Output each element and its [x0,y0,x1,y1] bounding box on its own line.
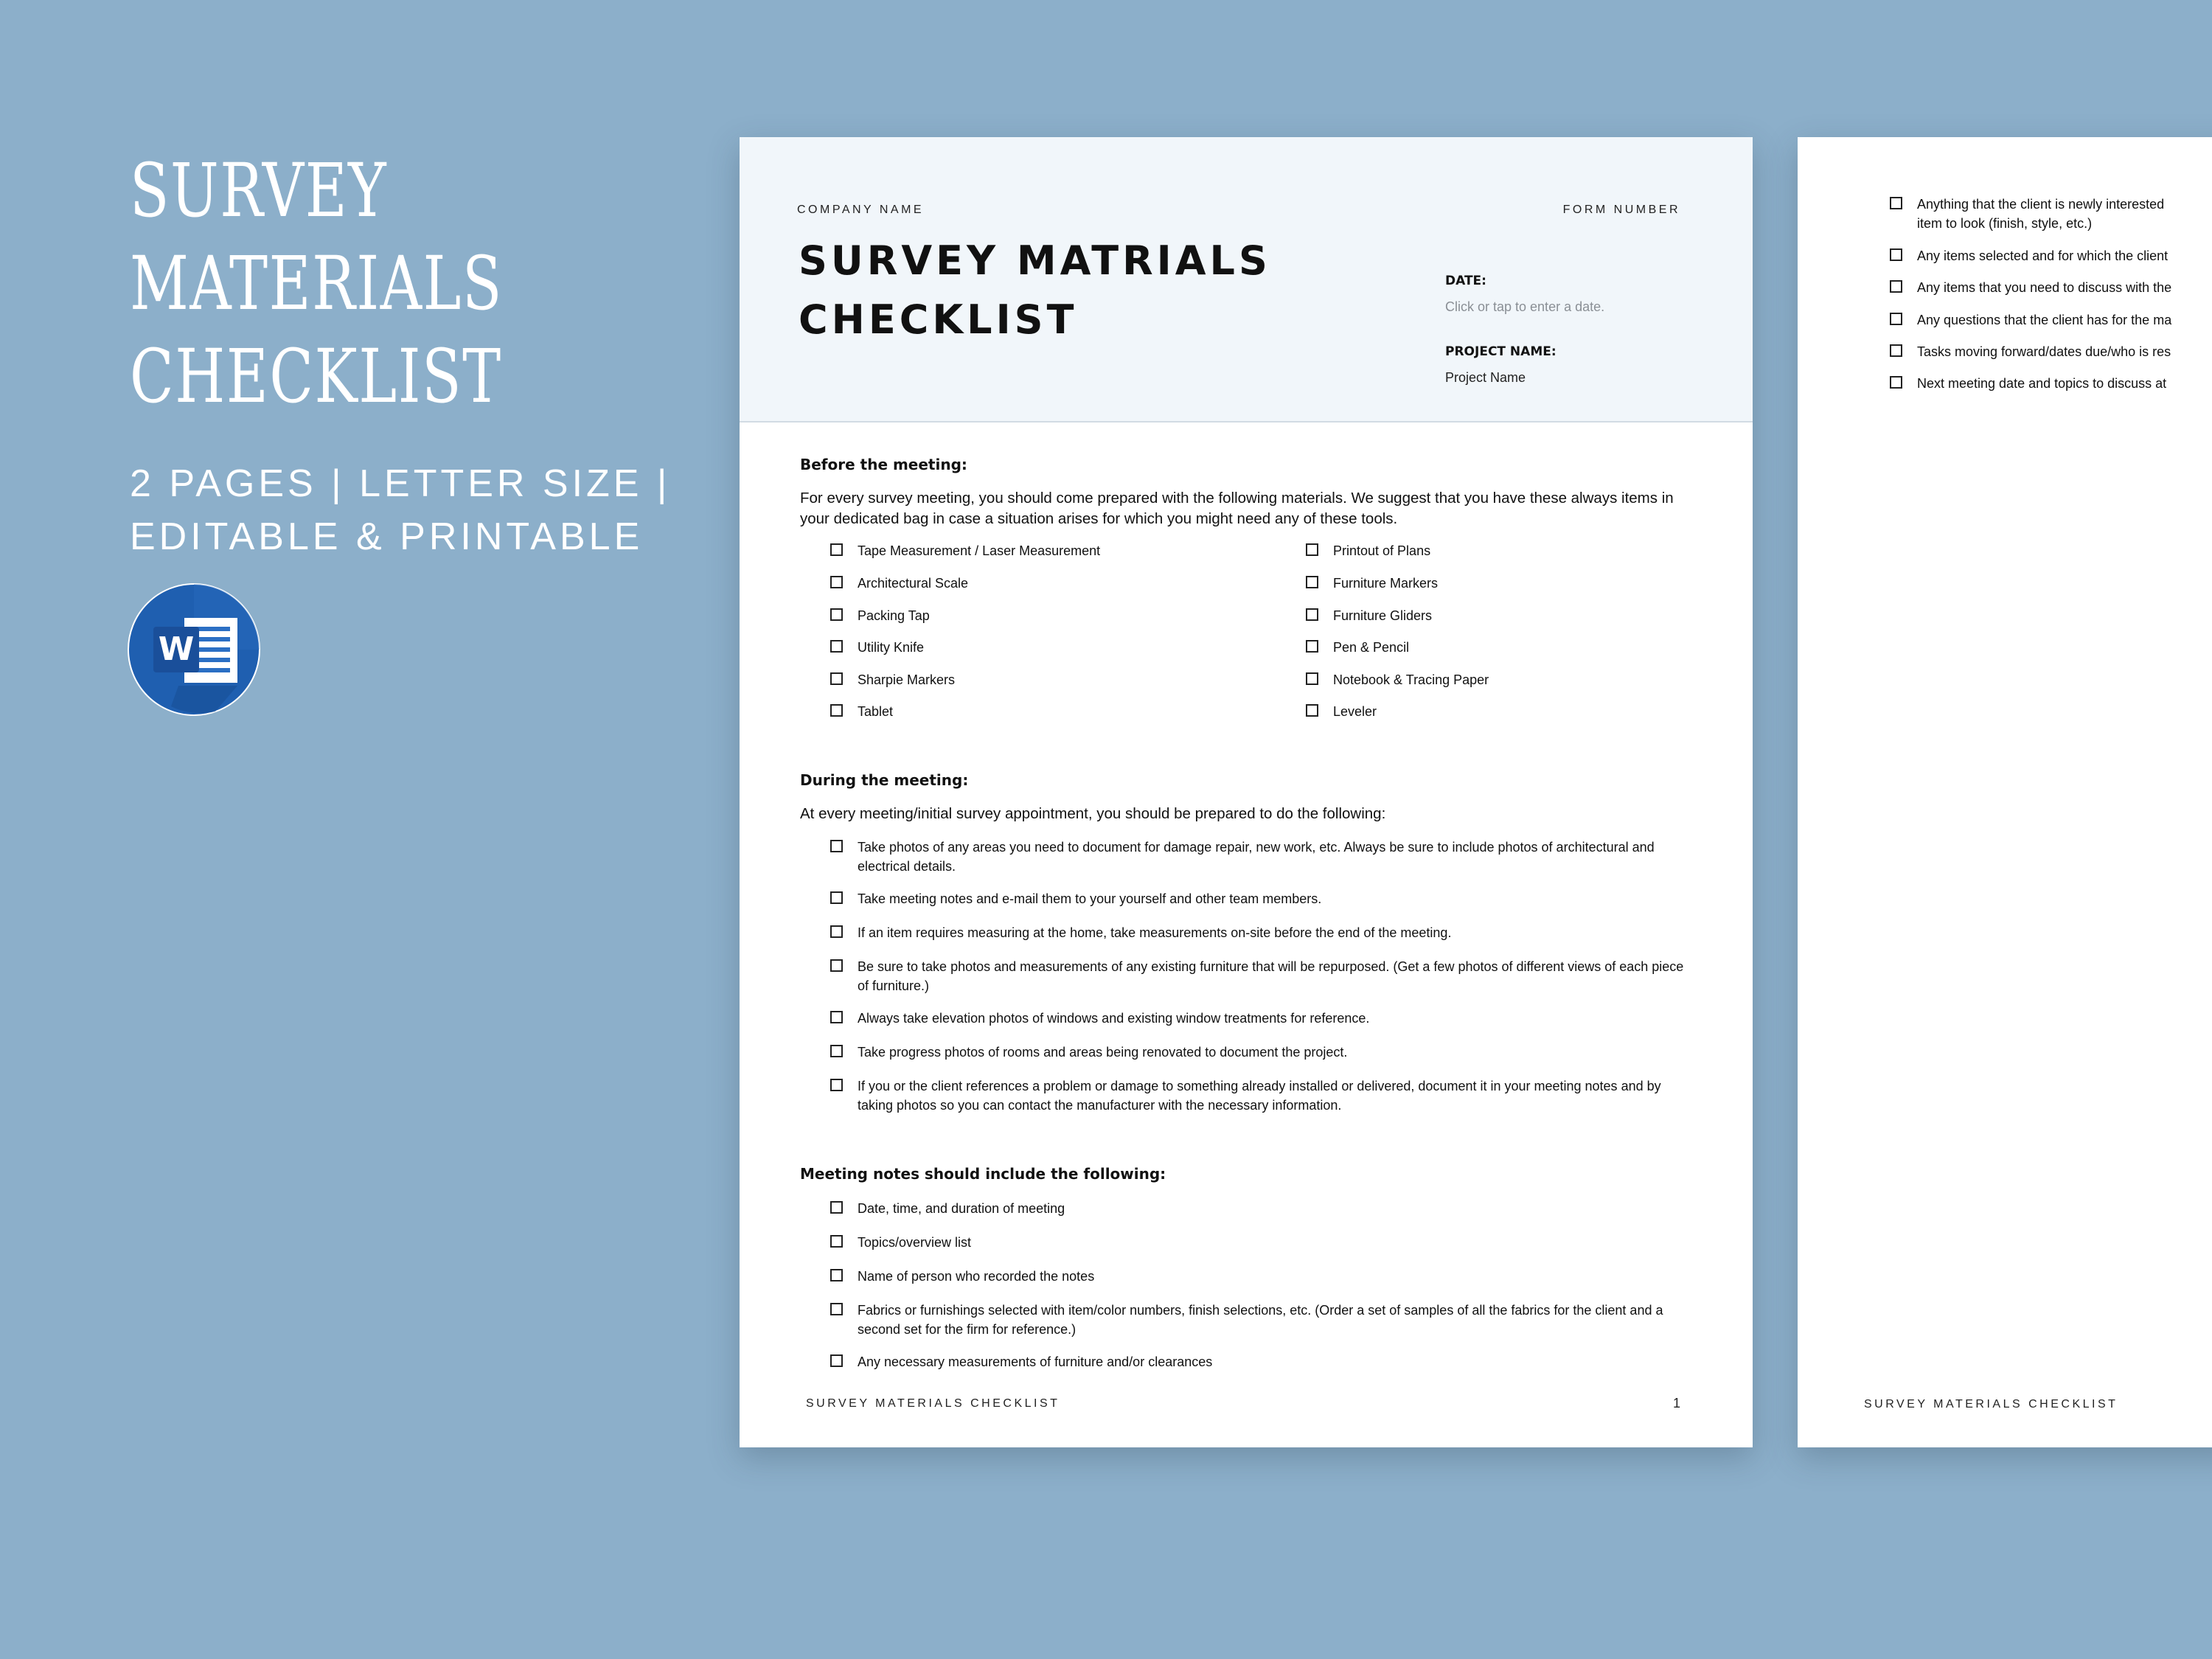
promo-title [130,145,532,423]
checkbox[interactable] [1306,672,1318,685]
page-title-line: CHECKLIST [799,296,1078,343]
checklist-item[interactable]: Notebook & Tracing Paper [1306,670,1489,689]
checklist-item[interactable]: Anything that the client is newly interested item to look (finish, style, etc.) [1890,195,2164,233]
meeting-notes-heading: Meeting notes should include the following: [800,1165,1166,1183]
checkbox[interactable] [830,840,843,852]
checkbox[interactable] [1306,704,1318,717]
project-name-field[interactable]: Project Name [1445,370,1526,385]
checkbox[interactable] [1890,376,1902,389]
page-number: 1 [1673,1396,1681,1411]
checkbox[interactable] [830,704,843,717]
promo-title-line: SURVEY [130,147,388,234]
checklist-item[interactable]: If an item requires measuring at the home, take measurements on-site before the end of the meeting. [830,923,1686,942]
checkbox[interactable] [830,672,843,685]
checklist-item[interactable]: Any necessary measurements of furniture and/or clearances [830,1352,1686,1371]
checklist-item[interactable]: Leveler [1306,702,1377,721]
checklist-item[interactable]: Any questions that the client has for the ma [1890,310,2171,330]
during-meeting-intro: At every meeting/initial survey appointment, you should be prepared to do the following: [800,805,1386,822]
form-number[interactable]: FORM NUMBER [1562,204,1680,216]
before-meeting-intro: For every survey meeting, you should come prepared with the following materials. We suggest that you have these always items in your dedicated bag in case a situation arises for which you might need any of these tools. [800,490,1674,527]
checkbox[interactable] [830,1303,843,1315]
during-meeting-heading: During the meeting: [800,771,969,789]
checklist-item[interactable]: Utility Knife [830,638,924,657]
checklist-item[interactable]: Furniture Gliders [1306,606,1432,625]
checkbox[interactable] [830,1045,843,1057]
checklist-item[interactable]: Next meeting date and topics to discuss at [1890,374,2166,393]
promo-subtitle-line: EDITABLE & PRINTABLE [130,515,644,558]
checklist-item[interactable]: Take meeting notes and e-mail them to your yourself and other team members. [830,889,1686,908]
checklist-item[interactable]: Printout of Plans [1306,541,1430,560]
checklist-item[interactable]: Any items that you need to discuss with the [1890,278,2171,297]
checklist-item[interactable]: Tablet [830,702,893,721]
date-field[interactable]: Click or tap to enter a date. [1445,299,1605,314]
checkbox[interactable] [1890,248,1902,261]
checklist-item[interactable]: Furniture Markers [1306,574,1438,593]
checklist-item[interactable]: Take progress photos of rooms and areas being renovated to document the project. [830,1043,1686,1062]
word-icon-letter: W [158,630,195,668]
checkbox[interactable] [830,640,843,653]
checklist-item[interactable]: Tape Measurement / Laser Measurement [830,541,1100,560]
before-meeting-heading: Before the meeting: [800,456,967,473]
checklist-item[interactable]: Tasks moving forward/dates due/who is res [1890,342,2171,361]
promo-subtitle-line: 2 PAGES | LETTER SIZE | [130,462,671,505]
checkbox[interactable] [830,1201,843,1214]
checkbox[interactable] [1306,576,1318,588]
date-label: DATE: [1445,274,1486,288]
page-footer-title: SURVEY MATERIALS CHECKLIST [806,1397,1060,1410]
checkbox[interactable] [830,608,843,621]
checklist-item[interactable]: Packing Tap [830,606,930,625]
checkbox[interactable] [830,1269,843,1281]
checklist-item[interactable]: Any items selected and for which the client [1890,246,2168,265]
page-title [799,232,1315,349]
checklist-item[interactable]: Be sure to take photos and measurements of any existing furniture that will be repurposed. (Get a few photos of different views of each piece of furniture.) [830,957,1686,995]
word-icon [127,582,261,717]
checkbox[interactable] [1890,197,1902,209]
page-title-line: SURVEY MATRIALS [799,237,1271,284]
checklist-item[interactable]: Always take elevation photos of windows and existing window treatments for reference. [830,1009,1686,1028]
checkbox[interactable] [830,959,843,972]
checklist-item[interactable]: Pen & Pencil [1306,638,1409,657]
checkbox[interactable] [830,1235,843,1248]
promo-title-line: MATERIALS [130,240,504,327]
promo-title-line: CHECKLIST [130,333,502,420]
checklist-item[interactable]: Name of person who recorded the notes [830,1267,1686,1286]
checkbox[interactable] [1890,280,1902,293]
checkbox[interactable] [830,543,843,556]
promo-subtitle [130,457,671,563]
checkbox[interactable] [1306,543,1318,556]
page-header [740,137,1753,422]
checkbox[interactable] [830,1079,843,1091]
checkbox[interactable] [830,1011,843,1023]
checkbox[interactable] [1306,608,1318,621]
document-page-1 [740,137,1753,1447]
checklist-item[interactable]: Fabrics or furnishings selected with item/color numbers, finish selections, etc. (Order a set of samples of all the fabrics for the client and a second set for the firm for reference.) [830,1301,1686,1339]
checklist-item[interactable]: Topics/overview list [830,1233,1686,1252]
document-page-2 [1798,137,2212,1447]
checklist-item[interactable]: Sharpie Markers [830,670,955,689]
company-name[interactable]: COMPANY NAME [797,204,925,216]
checklist-item[interactable]: Date, time, and duration of meeting [830,1199,1686,1218]
checkbox[interactable] [830,925,843,938]
checkbox[interactable] [830,1354,843,1367]
checkbox[interactable] [830,891,843,904]
checkbox[interactable] [1890,344,1902,357]
checklist-item[interactable]: Architectural Scale [830,574,968,593]
checkbox[interactable] [830,576,843,588]
project-name-label: PROJECT NAME: [1445,344,1557,359]
page-footer-title: SURVEY MATERIALS CHECKLIST [1864,1398,2118,1411]
checkbox[interactable] [1890,313,1902,325]
checklist-item[interactable]: If you or the client references a problem or damage to something already installed or delivered, document it in your meeting notes and by taking photos so you can contact the manufacturer with the necessary information. [830,1077,1686,1115]
checklist-item[interactable]: Take photos of any areas you need to document for damage repair, new work, etc. Always be sure to include photos of architectural and electrical details. [830,838,1686,876]
checkbox[interactable] [1306,640,1318,653]
